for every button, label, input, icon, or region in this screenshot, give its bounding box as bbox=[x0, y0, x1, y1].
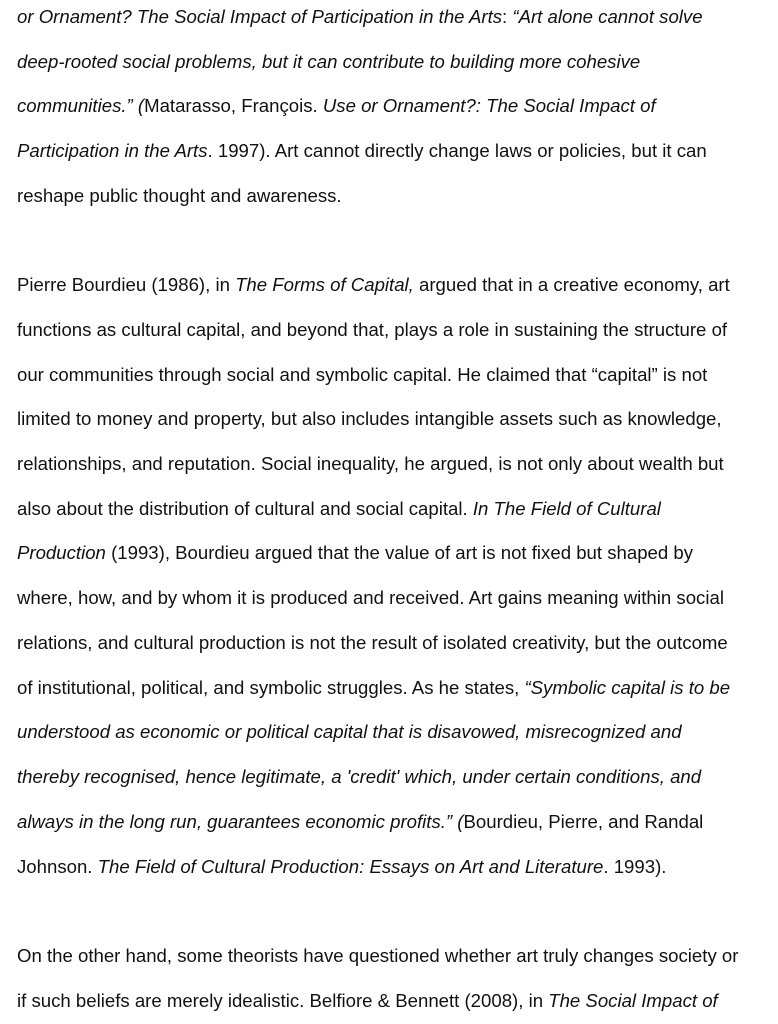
italic-text-run: The Social Impact of bbox=[548, 990, 718, 1011]
text-line bbox=[17, 51, 640, 73]
text-line bbox=[17, 95, 656, 117]
italic-text-run: thereby recognised, hence legitimate, a 'credit' which, under certain conditions, and bbox=[17, 766, 702, 787]
italic-text-run: The Field of Cultural Production: Essays on Art and Literature bbox=[97, 856, 604, 877]
text-line bbox=[17, 453, 724, 475]
italic-text-run: In The Field of Cultural bbox=[472, 498, 661, 519]
text-line bbox=[17, 140, 707, 162]
italic-text-run: Production bbox=[17, 542, 106, 563]
text-run: Bourdieu, Pierre, and Randal bbox=[463, 811, 704, 832]
text-run: Matarasso, François. bbox=[144, 95, 323, 116]
text-line bbox=[17, 811, 703, 833]
text-run: relations, and cultural production is not the result of isolated creativity, but the outcome bbox=[17, 632, 728, 653]
text-line bbox=[17, 364, 707, 386]
text-line bbox=[17, 408, 722, 430]
text-run: . 1993). bbox=[603, 856, 667, 877]
italic-text-run: Use or Ornament?: The Social Impact of bbox=[322, 95, 656, 116]
text-line bbox=[17, 766, 701, 788]
text-run: On the other hand, some theorists have questioned whether art truly changes society or bbox=[17, 945, 739, 966]
text-line bbox=[17, 498, 661, 520]
text-run: also about the distribution of cultural and social capital. bbox=[17, 498, 473, 519]
text-run: of institutional, political, and symbolic struggles. As he states, bbox=[17, 677, 525, 698]
text-line bbox=[17, 632, 728, 654]
text-run: limited to money and property, but also includes intangible assets such as knowledge, bbox=[17, 408, 722, 429]
italic-text-run: or Ornament? The Social Impact of Participation in the Arts bbox=[17, 6, 503, 27]
text-line bbox=[17, 274, 730, 296]
text-run: if such beliefs are merely idealistic. Belfiore & Bennett (2008), in bbox=[17, 990, 549, 1011]
text-line bbox=[17, 856, 666, 878]
italic-text-run: deep-rooted social problems, but it can contribute to building more cohesive bbox=[17, 51, 641, 72]
text-run: relationships, and reputation. Social inequality, he argued, is not only about wealth but bbox=[17, 453, 724, 474]
text-line bbox=[17, 319, 727, 341]
text-run: reshape public thought and awareness. bbox=[17, 185, 342, 206]
text-line bbox=[17, 945, 738, 967]
text-line bbox=[17, 6, 703, 28]
italic-text-run: communities.” ( bbox=[17, 95, 145, 116]
text-line bbox=[17, 677, 730, 699]
text-run: where, how, and by whom it is produced and received. Art gains meaning within social bbox=[17, 587, 724, 608]
italic-text-run: understood as economic or political capital that is disavowed, misrecognized and bbox=[17, 721, 682, 742]
text-run: : bbox=[502, 6, 513, 27]
text-line bbox=[17, 185, 342, 207]
text-line bbox=[17, 542, 693, 564]
italic-text-run: always in the long run, guarantees economic profits.” ( bbox=[17, 811, 464, 832]
text-run: argued that in a creative economy, art bbox=[413, 274, 730, 295]
text-run: Pierre Bourdieu (1986), in bbox=[17, 274, 236, 295]
italic-text-run: The Forms of Capital, bbox=[235, 274, 414, 295]
text-run: functions as cultural capital, and beyond that, plays a role in sustaining the structure of bbox=[17, 319, 728, 340]
text-run: Johnson. bbox=[17, 856, 98, 877]
text-line bbox=[17, 587, 724, 609]
text-run: our communities through social and symbolic capital. He claimed that “capital” is not bbox=[17, 364, 708, 385]
italic-text-run: “Symbolic capital is to be bbox=[524, 677, 731, 698]
text-line bbox=[17, 990, 718, 1012]
text-run: . 1997). Art cannot directly change laws or policies, but it can bbox=[207, 140, 707, 161]
text-line bbox=[17, 721, 682, 743]
italic-text-run: “Art alone cannot solve bbox=[512, 6, 703, 27]
text-run: (1993), Bourdieu argued that the value of art is not fixed but shaped by bbox=[105, 542, 694, 563]
italic-text-run: Participation in the Arts bbox=[17, 140, 208, 161]
